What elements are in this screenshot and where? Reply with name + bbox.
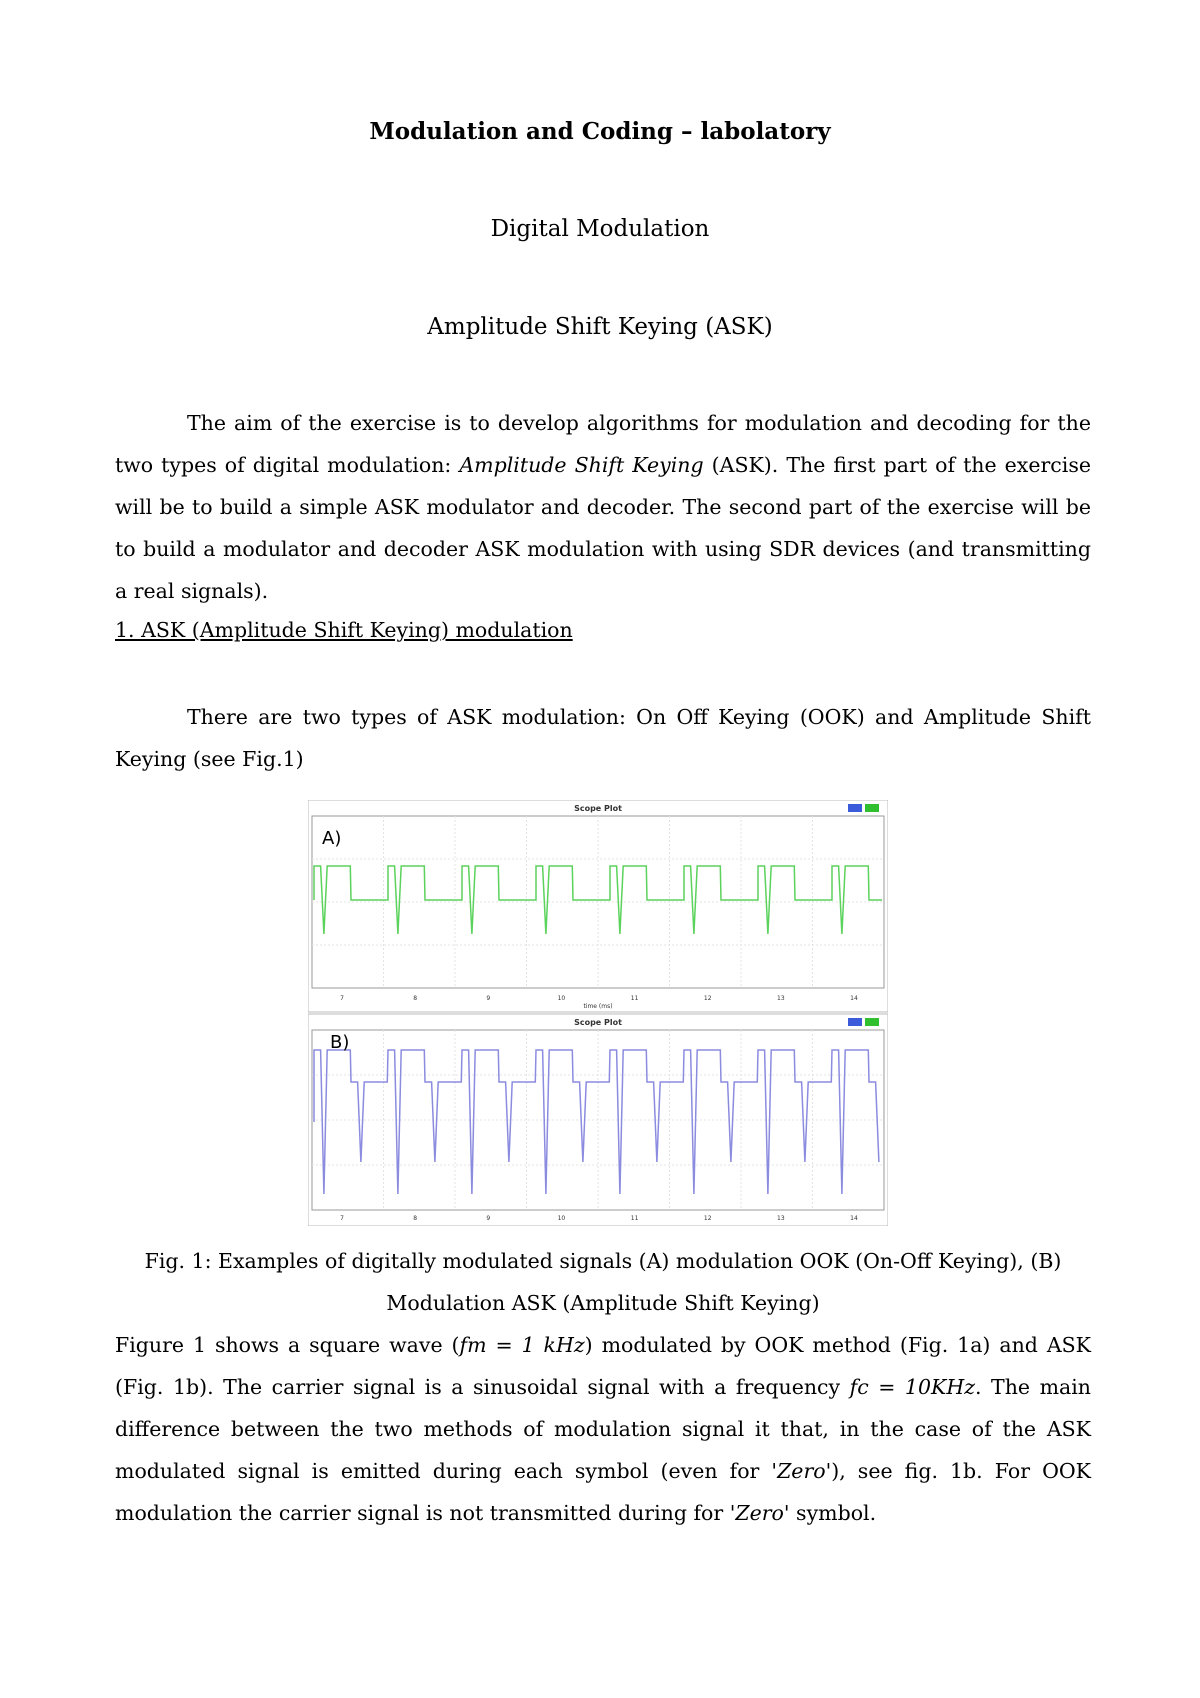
panel-a-legend-1: [848, 804, 862, 812]
tick-label: 9: [486, 1215, 491, 1222]
panel-b-label: B): [330, 1032, 350, 1053]
tick-label: 10: [557, 1215, 566, 1222]
text-run: '), see fig. 1b. For OOK modulation the carrier signal is not transmitted during for ': [115, 1459, 1091, 1525]
tick-label: 12: [703, 1215, 712, 1222]
tick-label: 11: [630, 995, 639, 1002]
intro-paragraph: [115, 402, 1091, 612]
caption-line-1: Fig. 1: Examples of digitally modulated signals (A) modulation OOK (On-Off Keying), (B): [144, 1249, 1062, 1273]
text-run: Zero: [777, 1459, 826, 1483]
figure-description-paragraph: [115, 1324, 1091, 1534]
panel-b-legend-1: [848, 1018, 862, 1026]
tick-label: 14: [850, 995, 858, 1002]
panel-a-plot-title: Scope Plot: [574, 804, 622, 813]
tick-label: 10: [557, 995, 566, 1002]
text-run: The aim of the exercise is to develop algorithms for modulation and decoding for the two types of digital modulation:: [115, 411, 1091, 477]
figure-1: [308, 800, 888, 1226]
figure-caption: [115, 1240, 1091, 1324]
section-title: Amplitude Shift Keying (ASK): [427, 314, 773, 340]
text-run: ) modulated by OOK method (Fig. 1a) and ASK (Fig. 1b). The carrier signal is a sinusoidal signal with a frequency: [115, 1333, 1092, 1399]
tick-label: 8: [413, 995, 418, 1002]
tick-label: 14: [850, 1215, 858, 1222]
panel-a-legend-2: [865, 804, 879, 812]
panel-b-legend-2: [865, 1018, 879, 1026]
tick-label: 8: [413, 1215, 418, 1222]
ask-types-paragraph: There are two types of ASK modulation: On Off Keying (OOK) and Amplitude Shift Keying (see Fig.1): [115, 705, 1091, 771]
document-title: Modulation and Coding – labolatory: [369, 118, 831, 145]
tick-label: 13: [777, 1215, 785, 1222]
tick-label: 13: [777, 995, 785, 1002]
panel-a-label: A): [322, 828, 342, 849]
text-run: ' symbol.: [783, 1501, 877, 1525]
document-subtitle: Digital Modulation: [490, 216, 710, 242]
figure-1-image: [308, 800, 888, 1226]
text-run: fm = 1 kHz: [459, 1333, 585, 1357]
text-run: Zero: [735, 1501, 784, 1525]
tick-label: 9: [486, 995, 491, 1002]
text-run: Amplitude Shift Keying: [459, 453, 704, 477]
tick-label: 12: [703, 995, 712, 1002]
caption-line-2: Modulation ASK (Amplitude Shift Keying): [386, 1291, 820, 1315]
tick-label: 7: [340, 995, 344, 1002]
text-run: Figure 1 shows a square wave (: [115, 1333, 460, 1357]
text-run: . The main difference between the two methods of modulation signal it that, in the case of the ASK modulated signal is emitted during each symbol (even for ': [115, 1375, 1092, 1483]
panel-b-plot-title: Scope Plot: [574, 1018, 622, 1027]
tick-label: 11: [630, 1215, 639, 1222]
heading-ask-modulation: 1. ASK (Amplitude Shift Keying) modulation: [115, 618, 573, 642]
panel-a-xlabel: time (ms): [583, 1003, 613, 1010]
tick-label: 7: [340, 1215, 344, 1222]
text-run: fc = 10KHz: [849, 1375, 976, 1399]
text-run: (ASK). The first part of the exercise will be to build a simple ASK modulator and decoder. The second part of the exercise will be to build a modulator and decoder ASK modulation with using SDR devices (and transmitting a real signals).: [115, 453, 1091, 603]
